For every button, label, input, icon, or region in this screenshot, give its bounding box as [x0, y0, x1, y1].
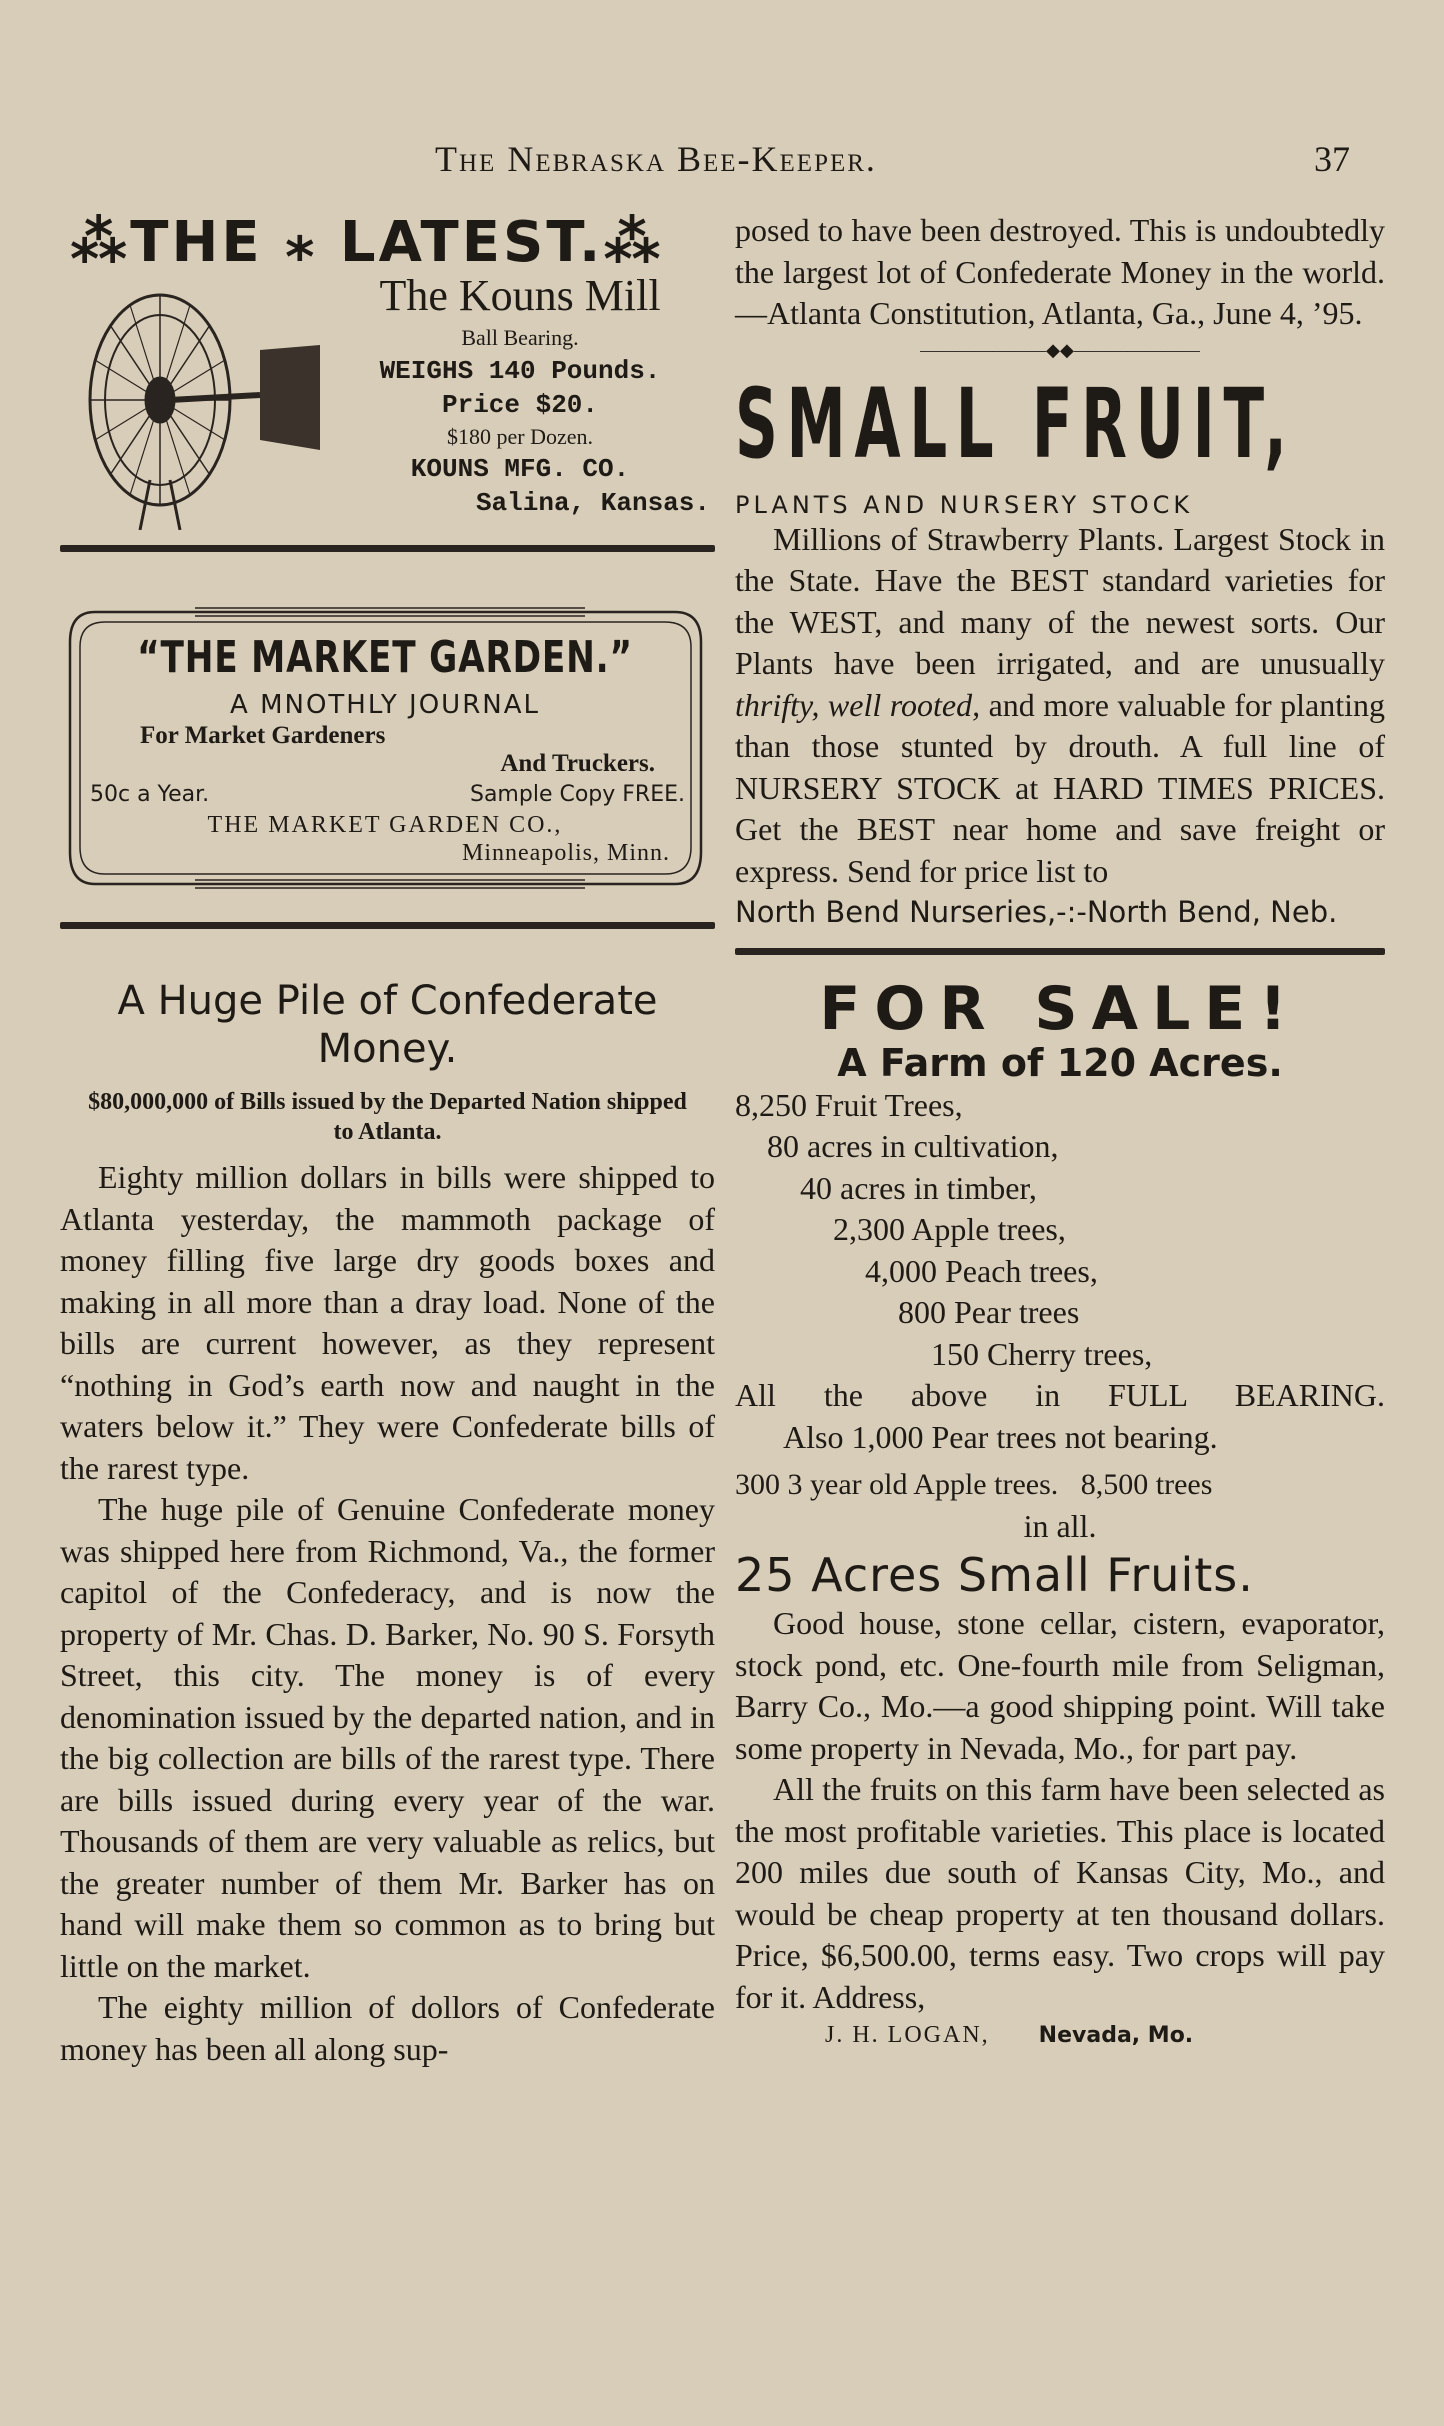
- signature-name: J. H. LOGAN,: [825, 2022, 990, 2048]
- subscription-price: 50c a Year.: [90, 782, 210, 807]
- farm-description: Good house, stone cellar, cistern, evaporator, stock pond, etc. One-fourth mile from Seligman, Barry Co., Mo.—a good shipping point. Will take some property in Nevada, Mo., for part pay.: [735, 1605, 1385, 1766]
- farm-item: 8,250 Fruit Trees,: [735, 1086, 963, 1123]
- farm-item: 2,300 Apple trees,: [833, 1211, 1066, 1247]
- not-bearing: Also 1,000 Pear trees not bearing.: [783, 1418, 1218, 1455]
- and-truckers: And Truckers.: [500, 750, 655, 777]
- divider-rule: [60, 545, 715, 552]
- ball-bearing: Ball Bearing.: [461, 325, 579, 350]
- running-title: The Nebraska Bee-Keeper.: [435, 139, 877, 179]
- body-emphasis: thrifty, well rooted,: [735, 686, 981, 723]
- article-paragraph: Eighty million dollars in bills were shipped to Atlanta yesterday, the mammoth package of money filling five large dry goods boxes and making in all more than a dray load. None of the bills are current however, as they represent “nothing in God’s earth now and naught in the waters below it.” They were Confederate bills of the rarest type.: [60, 1159, 715, 1486]
- ad-the-latest: [60, 210, 715, 545]
- apple-trees-line: 300 3 year old Apple trees. 8,500 trees: [735, 1468, 1213, 1501]
- market-garden-title: “THE MARKET GARDEN.”: [137, 632, 633, 683]
- page-header: [60, 138, 1350, 188]
- full-bearing: All the above in FULL BEARING.: [735, 1377, 1385, 1413]
- plants-subhead: PLANTS AND NURSERY STOCK: [735, 490, 1194, 519]
- ornament-divider: ———————◆◆———————: [920, 339, 1200, 360]
- body-text: and more valuable for planting than those stunted by drouth. A full line of NURSERY STOCK at HARD TIMES PRICES. Get the BEST near home and save freight or express. Send for price list to: [735, 686, 1386, 889]
- signature-line: [735, 2022, 1385, 2049]
- left-column: [60, 210, 715, 2070]
- article-subtitle: $80,000,000 of Bills issued by the Departed Nation shipped to Atlanta.: [88, 1089, 687, 1145]
- divider-rule: [735, 948, 1385, 955]
- small-fruits-headline: 25 Acres Small Fruits.: [735, 1548, 1254, 1602]
- article-paragraph: The huge pile of Genuine Confederate money was shipped here from Richmond, Va., the former capitol of the Confederacy, and is now the property of Mr. Chas. D. Barker, No. 90 S. Forsyth Street, this city. The money is of every denomination issued by the departed nation, and in the big collection are bills of the rarest type. There are bills issued during every year of the war. Thousands of them are very valuable as relics, but the greater number of them Mr. Barker has on hand will make them so common as to bring but little on the market.: [60, 1491, 715, 1984]
- small-fruit-headline: SMALL FRUIT,: [735, 367, 1296, 480]
- article-title-line1: A Huge Pile of Confederate: [117, 978, 658, 1024]
- dozen-price: $180 per Dozen.: [446, 424, 593, 449]
- mill-name: The Kouns Mill: [379, 271, 661, 320]
- farm-item: 150 Cherry trees,: [931, 1335, 1153, 1372]
- market-garden-city: Minneapolis, Minn.: [462, 840, 670, 866]
- divider-rule: [60, 922, 715, 929]
- small-fruit-body: [735, 519, 1385, 893]
- sample-copy: Sample Copy FREE.: [469, 782, 685, 807]
- nursery-address: North Bend Nurseries,-:-North Bend, Neb.: [735, 895, 1338, 929]
- article-title-line2: Money.: [317, 1026, 458, 1072]
- for-gardeners: For Market Gardeners: [140, 722, 386, 749]
- company: KOUNS MFG. CO.: [410, 454, 630, 484]
- farm-item: 4,000 Peach trees,: [865, 1252, 1098, 1289]
- farm-item: 40 acres in timber,: [800, 1169, 1037, 1206]
- article-paragraph: The eighty million of dollors of Confederate money has been all along sup-: [60, 1989, 715, 2067]
- article-title: [60, 977, 715, 1073]
- farm-list: [735, 1085, 1385, 1376]
- ad-market-garden: [60, 602, 715, 892]
- weight: WEIGHS 140 Pounds.: [379, 356, 661, 386]
- for-sale-headline: FOR SALE!: [819, 973, 1301, 1044]
- latest-text-block: [320, 270, 720, 520]
- in-all: in all.: [1023, 1507, 1097, 1544]
- location: Salina, Kansas.: [475, 488, 710, 518]
- signature-place: Nevada, Mo.: [1038, 2023, 1194, 2048]
- farm-item: 800 Pear trees: [898, 1294, 1080, 1330]
- article-continuation: posed to have been destroyed. This is undoubtedly the largest lot of Confederate Money in the world.—Atlanta Constitution, Atlanta, Ga., June 4, ’95.: [735, 212, 1385, 331]
- market-garden-company: THE MARKET GARDEN CO.,: [207, 812, 563, 838]
- farm-item: 80 acres in cultivation,: [767, 1128, 1059, 1164]
- farm-description: All the fruits on this farm have been selected as the most profitable varieties. This place is located 200 miles due south of Kansas City, Mo., and would be cheap property at ten thousand dollars. Price, $6,500.00, terms easy. Two crops will pay for it. Address,: [735, 1771, 1385, 2015]
- body-text: Millions of Strawberry Plants. Largest Stock in the State. Have the BEST standard varieties for the WEST, and many of the newest sorts. Our Plants have been irrigated, and are unusually: [735, 520, 1385, 681]
- latest-headline: ⁂THE ⁎ LATEST.⁂: [70, 210, 664, 275]
- farm-subhead: A Farm of 120 Acres.: [837, 1040, 1283, 1085]
- right-column: [735, 210, 1385, 2049]
- market-garden-subtitle: A MNOTHLY JOURNAL: [230, 690, 540, 720]
- page-number: 37: [1314, 139, 1350, 179]
- windmill-illustration: [70, 280, 320, 530]
- price: Price $20.: [441, 390, 599, 420]
